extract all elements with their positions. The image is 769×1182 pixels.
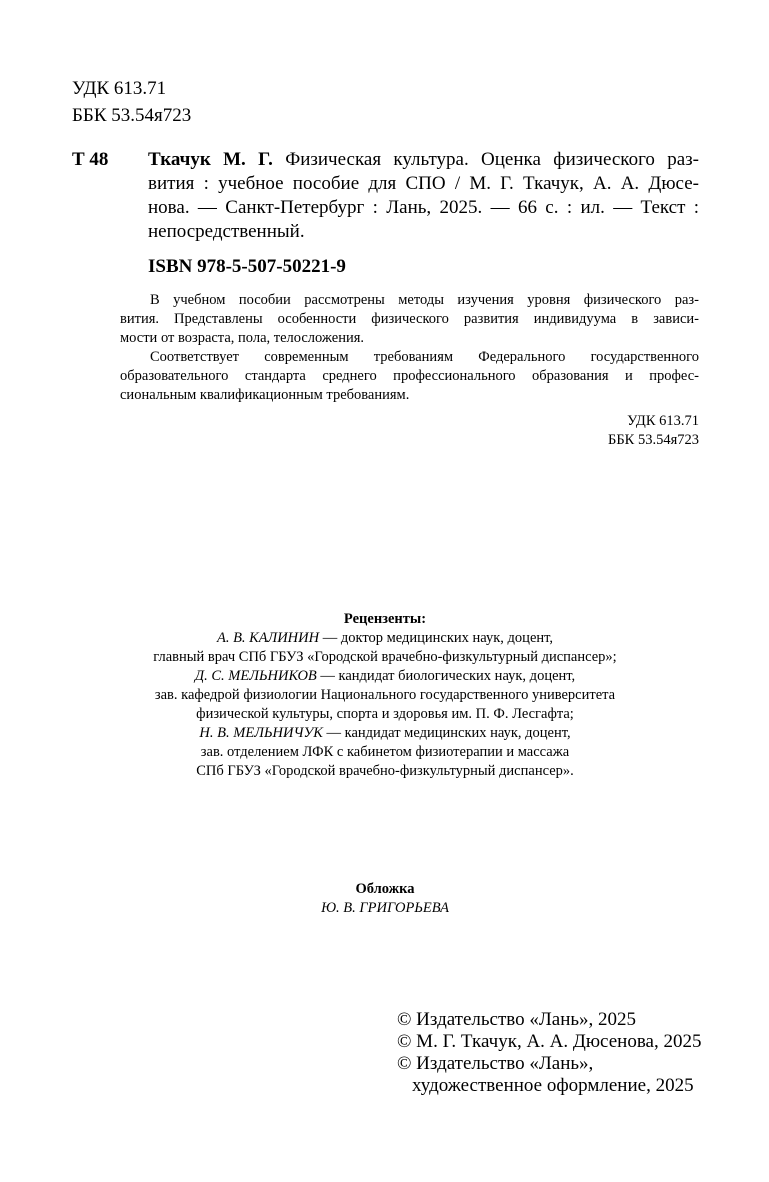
reviewer-title: — кандидат биологических наук, доцент, [316,668,576,684]
reviewer-title: — кандидат медицинских наук, доцент, [322,725,571,741]
citation-line-2: вития : учебное пособие для СПО / М. Г. Ткачук, А. А. Дюсе- [148,173,699,194]
cover-designer-name: Ю. В. ГРИГОРЬЕВА [321,900,449,916]
udk-code-right: УДК 613.71 [627,413,699,429]
copyright-line: © М. Г. Ткачук, А. А. Дюсенова, 2025 [397,1031,702,1052]
citation-block [148,148,699,244]
reviewer-affiliation: СПб ГБУЗ «Городской врачебно-физкультурный диспансер». [196,763,574,779]
reviewer-name: А. В. КАЛИНИН [216,630,320,646]
reviewers-block [100,610,670,781]
reviewer-name: Д. С. МЕЛЬНИКОВ [194,668,317,684]
udk-code: УДК 613.71 [72,78,167,99]
reviewer-title: — доктор медицинских наук, доцент, [319,630,554,646]
cover-heading: Обложка [355,881,415,897]
bbk-code: ББК 53.54я723 [72,105,192,126]
abstract [120,291,699,405]
isbn: ISBN 978-5-507-50221-9 [148,256,346,277]
bbk-code-right: ББК 53.54я723 [608,432,699,448]
copyright-line: © Издательство «Лань», [397,1053,594,1074]
abstract-line: мости от возраста, пола, телосложения. [120,330,365,346]
citation-title: Физическая культура. Оценка физического раз- [272,149,699,170]
abstract-line: Соответствует современным требованиям Федерального государственного [150,349,699,365]
abstract-line: В учебном пособии рассмотрены методы изучения уровня физического раз- [150,292,699,308]
copyright-line: художественное оформление, 2025 [412,1075,694,1096]
citation-line-3: нова. — Санкт-Петербург : Лань, 2025. — 66 с. : ил. — Текст : [148,197,699,218]
abstract-line: образовательного стандарта среднего профессионального образования и профес- [120,368,699,384]
copyright-block [397,1009,701,1097]
reviewers-heading: Рецензенты: [343,611,427,627]
copyright-line: © Издательство «Лань», 2025 [397,1009,637,1030]
citation-line-1 [148,148,699,172]
reviewer-affiliation: главный врач СПб ГБУЗ «Городской врачебно-физкультурный диспансер»; [153,649,617,665]
citation-line-4: непосредственный. [148,221,305,242]
cover-block [100,880,670,918]
author-mark: Т 48 [72,149,109,170]
reviewer-affiliation: зав. отделением ЛФК с кабинетом физиотерапии и массажа [200,744,570,760]
abstract-line: вития. Представлены особенности физического развития индивидуума в зависи- [120,311,699,327]
citation-author: Ткачук М. Г. [148,149,273,170]
reviewer-name: Н. В. МЕЛЬНИЧУК [199,725,323,741]
abstract-line: сиональным квалификационным требованиям. [120,387,410,403]
reviewer-affiliation: физической культуры, спорта и здоровья им. П. Ф. Лесгафта; [196,706,574,722]
reviewer-affiliation: зав. кафедрой физиологии Национального государственного университета [154,687,616,703]
